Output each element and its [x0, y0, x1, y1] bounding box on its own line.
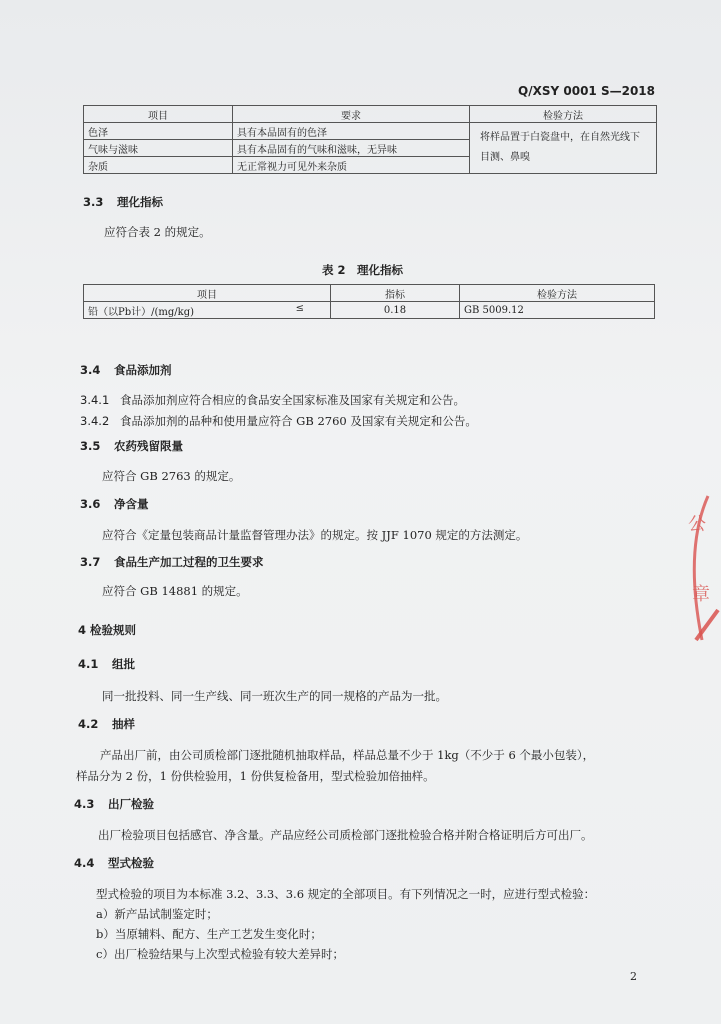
cell-item: 气味与滋味 — [84, 140, 233, 157]
cell-req: 具有本品固有的气味和滋味，无异味 — [233, 140, 470, 157]
col-header-index: 指标 — [331, 285, 460, 302]
section-4-2-heading: 4.2 抽样 — [78, 717, 135, 731]
svg-text:章: 章 — [692, 584, 710, 605]
physchem-table — [83, 284, 655, 319]
seal-stamp — [678, 490, 721, 650]
col-header-method: 检验方法 — [460, 285, 655, 302]
cell-item: 色泽 — [84, 123, 233, 140]
section-3-5-heading: 3.5 农药残留限量 — [80, 439, 183, 453]
section-4-3-heading: 4.3 出厂检验 — [74, 797, 154, 811]
section-4-heading: 4 检验规则 — [78, 623, 137, 637]
section-4-2-line2: 样品分为 2 份，1 份供检验用，1 份供复检备用，型式检验加倍抽样。 — [76, 769, 435, 783]
cell-item: 杂质 — [84, 157, 233, 174]
section-3-7-text: 应符合 GB 14881 的规定。 — [102, 584, 248, 598]
cell-value: 0.18 — [331, 302, 460, 319]
section-4-4-intro: 型式检验的项目为本标准 3.2、3.3、3.6 规定的全部项目。有下列情况之一时，应进行型式检验： — [96, 887, 596, 901]
section-3-4-2: 3.4.2 食品添加剂的品种和使用量应符合 GB 2760 及国家有关规定和公告。 — [80, 414, 477, 428]
section-3-4-heading: 3.4 食品添加剂 — [80, 363, 172, 377]
sensory-table — [83, 105, 657, 174]
col-header-item: 项目 — [84, 106, 233, 123]
col-header-req: 要求 — [233, 106, 470, 123]
section-4-1-heading: 4.1 组批 — [78, 657, 135, 671]
section-4-4-heading: 4.4 型式检验 — [74, 856, 154, 870]
list-item: c）出厂检验结果与上次型式检验有较大差异时； — [96, 947, 344, 961]
section-3-6-text: 应符合《定量包装商品计量监督管理办法》的规定。按 JJF 1070 规定的方法测定。 — [102, 528, 528, 542]
table-row — [84, 123, 657, 140]
section-3-3-text: 应符合表 2 的规定。 — [104, 225, 211, 239]
section-4-2-line1: 产品出厂前，由公司质检部门逐批随机抽取样品，样品总量不少于 1kg（不少于 6 个最小包装）， — [100, 748, 595, 762]
page-number: 2 — [630, 970, 637, 983]
section-3-4-1: 3.4.1 食品添加剂应符合相应的食品安全国家标准及国家有关规定和公告。 — [80, 393, 465, 407]
cell-req: 具有本品固有的色泽 — [233, 123, 470, 140]
section-3-5-text: 应符合 GB 2763 的规定。 — [102, 469, 241, 483]
section-4-1-text: 同一批投料、同一生产线、同一班次生产的同一规格的产品为一批。 — [102, 689, 447, 703]
col-header-method: 检验方法 — [470, 106, 657, 123]
cell-method: 将样品置于白瓷盘中，在自然光线下目测、鼻嗅 — [470, 123, 657, 174]
section-3-7-heading: 3.7 食品生产加工过程的卫生要求 — [80, 555, 264, 569]
section-4-3-text: 出厂检验项目包括感官、净含量。产品应经公司质检部门逐批检验合格并附合格证明后方可出厂。 — [98, 828, 593, 842]
table-row — [84, 302, 655, 319]
list-item: b）当原辅料、配方、生产工艺发生变化时； — [96, 927, 322, 941]
section-3-6-heading: 3.6 净含量 — [80, 497, 149, 511]
list-item: a）新产品试制鉴定时； — [96, 907, 218, 921]
cell-item: 铅（以Pb计）/(mg/kg) ≤ — [84, 302, 331, 319]
operator: ≤ — [295, 302, 304, 314]
cell-req: 无正常视力可见外来杂质 — [233, 157, 470, 174]
section-3-3-heading: 3.3 理化指标 — [83, 195, 163, 209]
svg-text:公: 公 — [688, 514, 706, 535]
col-header-item: 项目 — [84, 285, 331, 302]
cell-method: GB 5009.12 — [460, 302, 655, 319]
table2-caption: 表 2 理化指标 — [322, 263, 404, 277]
standard-code: Q/XSY 0001 S—2018 — [518, 84, 655, 98]
